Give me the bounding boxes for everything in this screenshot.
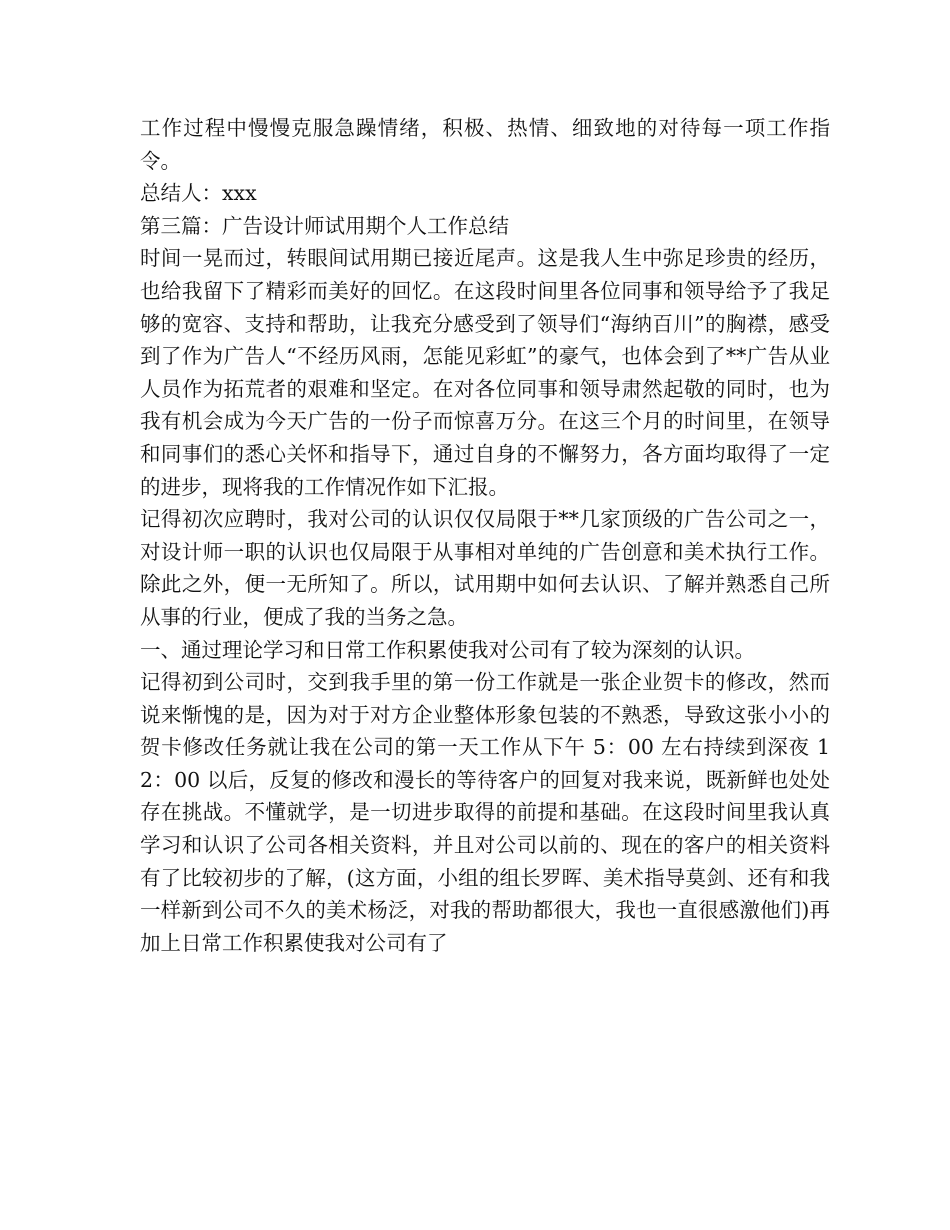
paragraph-continuation: 工作过程中慢慢克服急躁情绪，积极、热情、细致地的对待每一项工作指令。	[140, 116, 830, 173]
subsection-heading: 一、通过理论学习和日常工作积累使我对公司有了较为深刻的认识。	[140, 637, 755, 662]
paragraph-background: 记得初次应聘时，我对公司的认识仅仅局限于**几家顶级的广告公司之一，对设计师一职的认识也仅局限于从事相对单纯的广告创意和美术执行工作。除此之外，便一无所知了。所以，试用期中如何去认识、了解并熟悉自己所从事的行业，便成了我的当务之急。	[140, 507, 830, 629]
paragraph-intro: 时间一晃而过，转眼间试用期已接近尾声。这是我人生中弥足珍贵的经历，也给我留下了精彩而美好的回忆。在这段时间里各位同事和领导给予了我足够的宽容、支持和帮助，让我充分感受到了领导们“海纳百川”的胸襟，感受到了作为广告人“不经历风雨，怎能见彩虹”的豪气，也体会到了**广告从业人员作为拓荒者的艰难和坚定。在对各位同事和领导肃然起敬的同时，也为我有机会成为今天广告的一份子而惊喜万分。在这三个月的时间里，在领导和同事们的悉心关怀和指导下，通过自身的不懈努力，各方面均取得了一定的进步，现将我的工作情况作如下汇报。	[140, 246, 830, 499]
document-body	[140, 112, 830, 959]
paragraph-experience: 记得初到公司时，交到我手里的第一份工作就是一张企业贺卡的修改，然而说来惭愧的是，因为对于对方企业整体形象包装的不熟悉，导致这张小小的贺卡修改任务就让我在公司的第一天工作从下午 5：00 左右持续到深夜 12：00 以后，反复的修改和漫长的等待客户的回复对我来说，既新鲜也处处存在挑战。不懂就学，是一切进步取得的前提和基础。在这段时间里我认真学习和认识了公司各相关资料，并且对公司以前的、现在的客户的相关资料有了比较初步的了解，(这方面，小组的组长罗晖、美术指导莫剑、还有和我一样新到公司不久的美术杨泛，对我的帮助都很大，我也一直很感激他们)再加上日常工作积累使我对公司有了	[140, 670, 830, 955]
section-title: 第三篇：广告设计师试用期个人工作总结	[140, 213, 509, 238]
paragraph-author: 总结人：xxx	[140, 181, 257, 206]
